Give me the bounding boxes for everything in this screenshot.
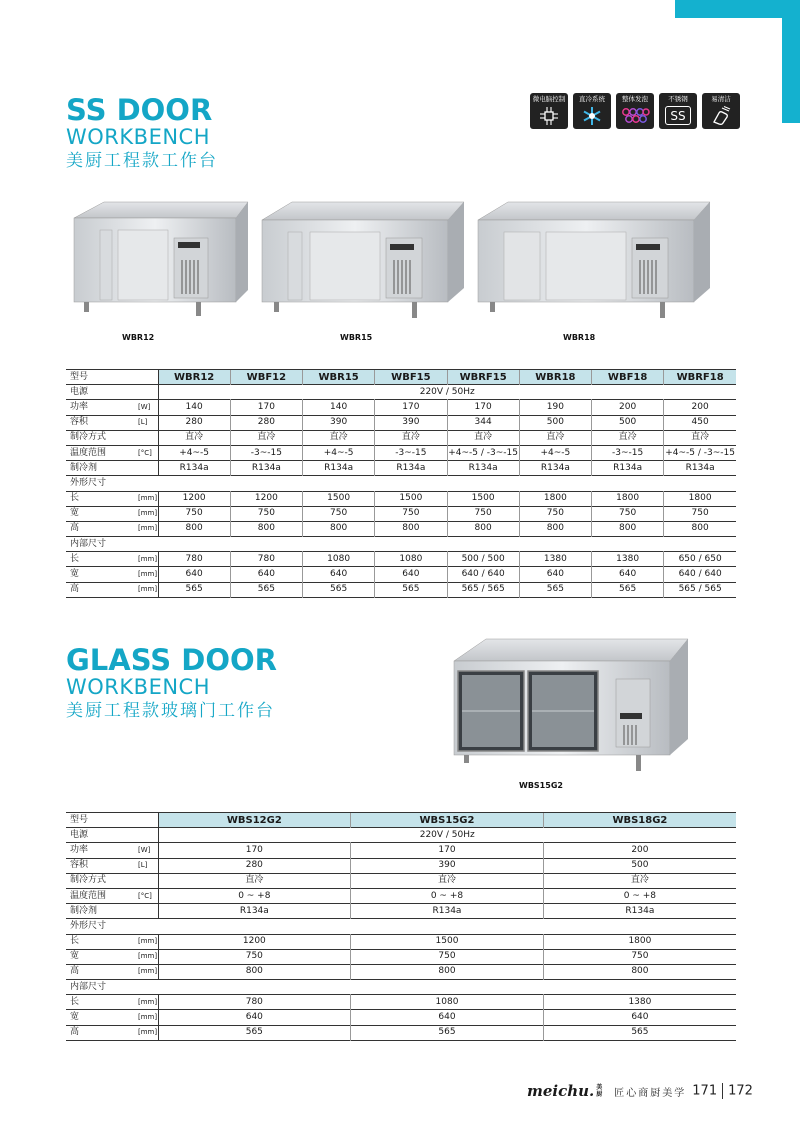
table-cell: 640 xyxy=(185,569,203,580)
row-unit: [mm] xyxy=(136,1025,158,1040)
section-row xyxy=(66,980,736,995)
section-title: SS DOOR xyxy=(66,93,213,127)
section-title: GLASS DOOR xyxy=(66,643,278,677)
table-cell: 1080 xyxy=(351,995,544,1010)
table-cell: +4~-5 / -3~-15 xyxy=(447,445,519,460)
row-label: 制冷方式 xyxy=(70,875,107,886)
table-cell: 1080 xyxy=(375,552,447,567)
model-header: WBS15G2 xyxy=(351,813,544,828)
section-heading-glass-door xyxy=(66,645,277,723)
power-supply-value: 220V / 50Hz xyxy=(419,386,475,397)
row-label: 高 xyxy=(70,584,80,595)
table-row xyxy=(66,552,736,567)
table-cell: R134a xyxy=(543,904,736,919)
table-header-row xyxy=(66,813,736,828)
table-row xyxy=(66,415,736,430)
table-cell: 640 xyxy=(592,567,664,582)
row-label: 宽 xyxy=(70,951,80,962)
table-row xyxy=(66,828,736,843)
clean-hand-icon xyxy=(710,105,732,127)
table-cell: 直冷 xyxy=(664,430,736,445)
row-unit: [mm] xyxy=(136,1010,158,1025)
table-cell: 直冷 xyxy=(230,430,302,445)
table-row xyxy=(66,430,736,445)
table-cell: 640 xyxy=(375,567,447,582)
table-cell: 750 xyxy=(592,506,664,521)
row-label: 容积 xyxy=(70,860,89,871)
row-unit: [mm] xyxy=(136,995,158,1010)
table-cell: 750 xyxy=(351,949,544,964)
table-cell: 280 xyxy=(185,417,203,428)
table-row xyxy=(66,400,736,415)
row-label: 高 xyxy=(70,1027,80,1038)
table-row xyxy=(66,385,736,400)
row-unit: [mm] xyxy=(136,521,158,536)
table-cell: 0 ~ +8 xyxy=(351,888,544,903)
unit-cell xyxy=(136,813,158,828)
table-header-row xyxy=(66,370,736,385)
table-cell: R134a xyxy=(351,904,544,919)
table-cell: 565 xyxy=(245,1027,263,1038)
table-cell: 1800 xyxy=(664,491,736,506)
table-cell: 565 / 565 xyxy=(447,582,519,597)
table-cell: 640 xyxy=(543,1010,736,1025)
table-cell: 800 xyxy=(519,521,591,536)
table-cell: 直冷 xyxy=(185,432,204,443)
table-cell: 450 xyxy=(664,415,736,430)
table-cell: 1200 xyxy=(230,491,302,506)
table-cell: 800 xyxy=(185,523,203,534)
row-unit: [mm] xyxy=(136,582,158,597)
table-cell: 1500 xyxy=(351,934,544,949)
model-header: WBRF15 xyxy=(447,370,519,385)
brand-logo-cn: 美厨 xyxy=(596,1084,603,1098)
product-label: WBR18 xyxy=(563,333,596,342)
row-label: 制冷方式 xyxy=(70,432,107,443)
table-cell: 565 xyxy=(592,582,664,597)
table-cell: 780 xyxy=(185,553,203,564)
table-cell: 565 xyxy=(230,582,302,597)
table-row xyxy=(66,461,736,476)
product-image-wbr15 xyxy=(258,198,468,326)
ss-icon xyxy=(665,106,691,125)
table-cell: 780 xyxy=(230,552,302,567)
table-cell: 140 xyxy=(185,401,203,412)
table-row xyxy=(66,858,736,873)
table-cell: 200 xyxy=(592,400,664,415)
feature-icons xyxy=(530,93,740,129)
page-divider xyxy=(722,1083,723,1099)
table-cell: 800 xyxy=(543,964,736,979)
section-subtitle: WORKBENCH xyxy=(66,125,210,149)
side-accent-tab xyxy=(782,18,800,123)
model-header: WBS12G2 xyxy=(158,813,351,828)
row-label: 温度范围 xyxy=(70,890,107,901)
table-cell: 280 xyxy=(245,860,263,871)
header-label: 型号 xyxy=(66,370,136,385)
row-label: 电源 xyxy=(70,386,89,397)
spec-table-glass-door xyxy=(66,812,736,1041)
row-label: 制冷剂 xyxy=(70,462,98,473)
row-unit: [°C] xyxy=(136,888,158,903)
table-cell: 800 xyxy=(303,521,375,536)
row-label: 长 xyxy=(70,553,80,564)
section-label: 内部尺寸 xyxy=(70,981,107,992)
table-cell: 565 / 565 xyxy=(664,582,736,597)
table-row xyxy=(66,567,736,582)
model-header: WBR12 xyxy=(158,370,230,385)
table-cell: 170 xyxy=(447,400,519,415)
table-cell: 1380 xyxy=(519,552,591,567)
table-cell: 500 xyxy=(592,415,664,430)
table-cell: 750 xyxy=(185,508,203,519)
table-cell: R134a xyxy=(447,461,519,476)
row-label: 宽 xyxy=(70,1012,80,1023)
section-heading-ss-door xyxy=(66,95,218,173)
table-cell: 640 / 640 xyxy=(447,567,519,582)
table-cell: 1380 xyxy=(543,995,736,1010)
table-cell: 390 xyxy=(375,415,447,430)
table-cell: 直冷 xyxy=(351,873,544,888)
row-unit: [mm] xyxy=(136,949,158,964)
row-label: 高 xyxy=(70,966,80,977)
table-cell: 800 xyxy=(664,521,736,536)
feature-label: 微电脑控制 xyxy=(532,95,566,103)
product-image-wbr18 xyxy=(474,198,714,326)
table-cell: -3~-15 xyxy=(375,445,447,460)
model-header: WBF15 xyxy=(375,370,447,385)
table-cell: 200 xyxy=(664,400,736,415)
table-row xyxy=(66,964,736,979)
table-cell: 640 xyxy=(230,567,302,582)
table-row xyxy=(66,1010,736,1025)
table-cell: 500 xyxy=(543,858,736,873)
table-cell: 140 xyxy=(303,400,375,415)
table-cell: R134a xyxy=(239,905,269,916)
table-cell: -3~-15 xyxy=(230,445,302,460)
table-cell: -3~-15 xyxy=(592,445,664,460)
table-cell: 800 xyxy=(375,521,447,536)
microcomputer-icon xyxy=(538,105,560,127)
table-cell: 1800 xyxy=(519,491,591,506)
table-cell: 170 xyxy=(230,400,302,415)
page-numbers xyxy=(692,1083,753,1099)
table-cell: 1800 xyxy=(592,491,664,506)
row-unit: [L] xyxy=(136,415,158,430)
table-row xyxy=(66,843,736,858)
table-cell: 750 xyxy=(245,951,263,962)
row-label: 制冷剂 xyxy=(70,905,98,916)
table-cell: 750 xyxy=(519,506,591,521)
table-cell: 直冷 xyxy=(447,430,519,445)
table-row xyxy=(66,1025,736,1040)
table-row xyxy=(66,888,736,903)
page-number-right: 172 xyxy=(728,1083,753,1099)
table-cell: 390 xyxy=(303,415,375,430)
snowflake-icon xyxy=(581,105,603,127)
table-cell: 750 xyxy=(230,506,302,521)
table-cell: 390 xyxy=(351,858,544,873)
row-label: 温度范围 xyxy=(70,447,107,458)
row-unit: [W] xyxy=(136,400,158,415)
model-header: WBR15 xyxy=(303,370,375,385)
table-cell: 280 xyxy=(230,415,302,430)
unit-cell xyxy=(136,370,158,385)
row-label: 宽 xyxy=(70,569,80,580)
table-cell: 1080 xyxy=(303,552,375,567)
row-label: 容积 xyxy=(70,417,89,428)
table-cell: 640 xyxy=(351,1010,544,1025)
table-cell: 565 xyxy=(519,582,591,597)
product-image-wbs15g2 xyxy=(450,635,690,777)
row-unit: [mm] xyxy=(136,567,158,582)
table-cell: 直冷 xyxy=(543,873,736,888)
section-row xyxy=(66,537,736,552)
table-cell: R134a xyxy=(230,461,302,476)
row-unit xyxy=(136,873,158,888)
table-row xyxy=(66,506,736,521)
feature-microcomputer xyxy=(530,93,568,129)
feature-foaming xyxy=(616,93,654,129)
header-label: 型号 xyxy=(66,813,136,828)
table-cell: 直冷 xyxy=(375,430,447,445)
table-cell: 500 / 500 xyxy=(447,552,519,567)
model-header: WBS18G2 xyxy=(543,813,736,828)
table-cell: R134a xyxy=(179,462,209,473)
feature-label: 直冷系统 xyxy=(579,95,605,103)
row-label: 高 xyxy=(70,523,80,534)
unit-cell xyxy=(136,385,158,400)
table-cell: +4~-5 xyxy=(303,445,375,460)
table-cell: 750 xyxy=(664,506,736,521)
table-row xyxy=(66,491,736,506)
model-header: WBF18 xyxy=(592,370,664,385)
table-cell: 565 xyxy=(543,1025,736,1040)
row-unit: [mm] xyxy=(136,552,158,567)
section-row xyxy=(66,476,736,491)
row-unit: [mm] xyxy=(136,964,158,979)
table-cell: 1200 xyxy=(242,936,266,947)
section-label: 内部尺寸 xyxy=(70,538,107,549)
table-cell: R134a xyxy=(592,461,664,476)
section-subtitle: WORKBENCH xyxy=(66,675,210,699)
table-row xyxy=(66,995,736,1010)
ss-icon-text: SS xyxy=(670,108,686,123)
table-cell: 直冷 xyxy=(245,875,264,886)
table-cell: 直冷 xyxy=(519,430,591,445)
page-number-left: 171 xyxy=(692,1083,718,1099)
table-cell: 直冷 xyxy=(303,430,375,445)
table-cell: 直冷 xyxy=(592,430,664,445)
brand-slogan: 匠心商厨美学 xyxy=(614,1087,687,1099)
table-cell: 565 xyxy=(351,1025,544,1040)
table-cell: 750 xyxy=(543,949,736,964)
feature-label: 易清洁 xyxy=(711,95,731,103)
table-cell: 640 xyxy=(303,567,375,582)
row-label: 功率 xyxy=(70,401,89,412)
product-label: WBS15G2 xyxy=(519,781,563,790)
table-cell: 800 xyxy=(592,521,664,536)
row-label: 宽 xyxy=(70,508,80,519)
table-cell: 0 ~ +8 xyxy=(543,888,736,903)
table-row xyxy=(66,934,736,949)
row-unit xyxy=(136,904,158,919)
power-supply-value: 220V / 50Hz xyxy=(419,829,475,840)
table-cell: 640 xyxy=(245,1012,263,1023)
table-cell: 1500 xyxy=(447,491,519,506)
row-label: 长 xyxy=(70,493,80,504)
row-unit: [mm] xyxy=(136,506,158,521)
model-header: WBRF18 xyxy=(664,370,736,385)
table-row xyxy=(66,582,736,597)
table-cell: 750 xyxy=(303,506,375,521)
row-unit: [L] xyxy=(136,858,158,873)
table-cell: R134a xyxy=(303,461,375,476)
table-cell: 640 xyxy=(519,567,591,582)
table-cell: 200 xyxy=(543,843,736,858)
feature-stainless xyxy=(659,93,697,129)
foam-icon xyxy=(620,105,650,127)
table-cell: 170 xyxy=(245,844,263,855)
table-cell: 640 / 640 xyxy=(664,567,736,582)
table-cell: +4~-5 xyxy=(179,447,210,458)
row-unit xyxy=(136,461,158,476)
row-unit xyxy=(136,430,158,445)
feature-easy-clean xyxy=(702,93,740,129)
brand-logo: meichu. xyxy=(527,1082,595,1100)
table-cell: 565 xyxy=(303,582,375,597)
table-cell: 750 xyxy=(447,506,519,521)
row-label: 功率 xyxy=(70,844,89,855)
model-header: WBF12 xyxy=(230,370,302,385)
feature-label: 不锈钢 xyxy=(668,95,688,103)
table-cell: 0 ~ +8 xyxy=(238,890,271,901)
table-row xyxy=(66,445,736,460)
page-footer xyxy=(527,1082,753,1100)
section-row xyxy=(66,919,736,934)
spec-table-ss-door xyxy=(66,369,736,598)
table-cell: +4~-5 / -3~-15 xyxy=(664,445,736,460)
table-cell: 1800 xyxy=(543,934,736,949)
table-cell: 1200 xyxy=(182,493,206,504)
product-label: WBR12 xyxy=(122,333,155,342)
table-cell: 565 xyxy=(185,584,203,595)
table-cell: R134a xyxy=(519,461,591,476)
product-image-wbr12 xyxy=(70,198,250,326)
section-label: 外形尺寸 xyxy=(70,920,107,931)
row-unit: [W] xyxy=(136,843,158,858)
table-cell: 800 xyxy=(230,521,302,536)
table-row xyxy=(66,949,736,964)
table-cell: R134a xyxy=(664,461,736,476)
row-unit: [mm] xyxy=(136,491,158,506)
row-label: 长 xyxy=(70,936,80,947)
table-cell: 800 xyxy=(351,964,544,979)
table-cell: 1500 xyxy=(375,491,447,506)
section-title-cn: 美厨工程款玻璃门工作台 xyxy=(66,701,275,721)
table-cell: 650 / 650 xyxy=(664,552,736,567)
table-cell: 800 xyxy=(245,966,263,977)
table-cell: 1500 xyxy=(303,491,375,506)
table-cell: 1380 xyxy=(592,552,664,567)
table-cell: 190 xyxy=(519,400,591,415)
table-row xyxy=(66,521,736,536)
table-cell: 780 xyxy=(245,996,263,1007)
product-label: WBR15 xyxy=(340,333,373,342)
corner-accent-tab xyxy=(675,0,800,18)
table-cell: 750 xyxy=(375,506,447,521)
section-label: 外形尺寸 xyxy=(70,477,107,488)
row-unit: [mm] xyxy=(136,934,158,949)
table-row xyxy=(66,904,736,919)
feature-label: 整体发泡 xyxy=(622,95,648,103)
feature-direct-cooling xyxy=(573,93,611,129)
model-header: WBR18 xyxy=(519,370,591,385)
row-label: 电源 xyxy=(70,829,89,840)
table-cell: 800 xyxy=(447,521,519,536)
table-cell: 344 xyxy=(447,415,519,430)
table-cell: 500 xyxy=(519,415,591,430)
table-cell: R134a xyxy=(375,461,447,476)
unit-cell xyxy=(136,828,158,843)
table-cell: 170 xyxy=(375,400,447,415)
table-row xyxy=(66,873,736,888)
table-cell: 565 xyxy=(375,582,447,597)
section-title-cn: 美厨工程款工作台 xyxy=(66,151,218,171)
table-cell: 170 xyxy=(351,843,544,858)
table-cell: +4~-5 xyxy=(519,445,591,460)
row-unit: [°C] xyxy=(136,445,158,460)
row-label: 长 xyxy=(70,996,80,1007)
